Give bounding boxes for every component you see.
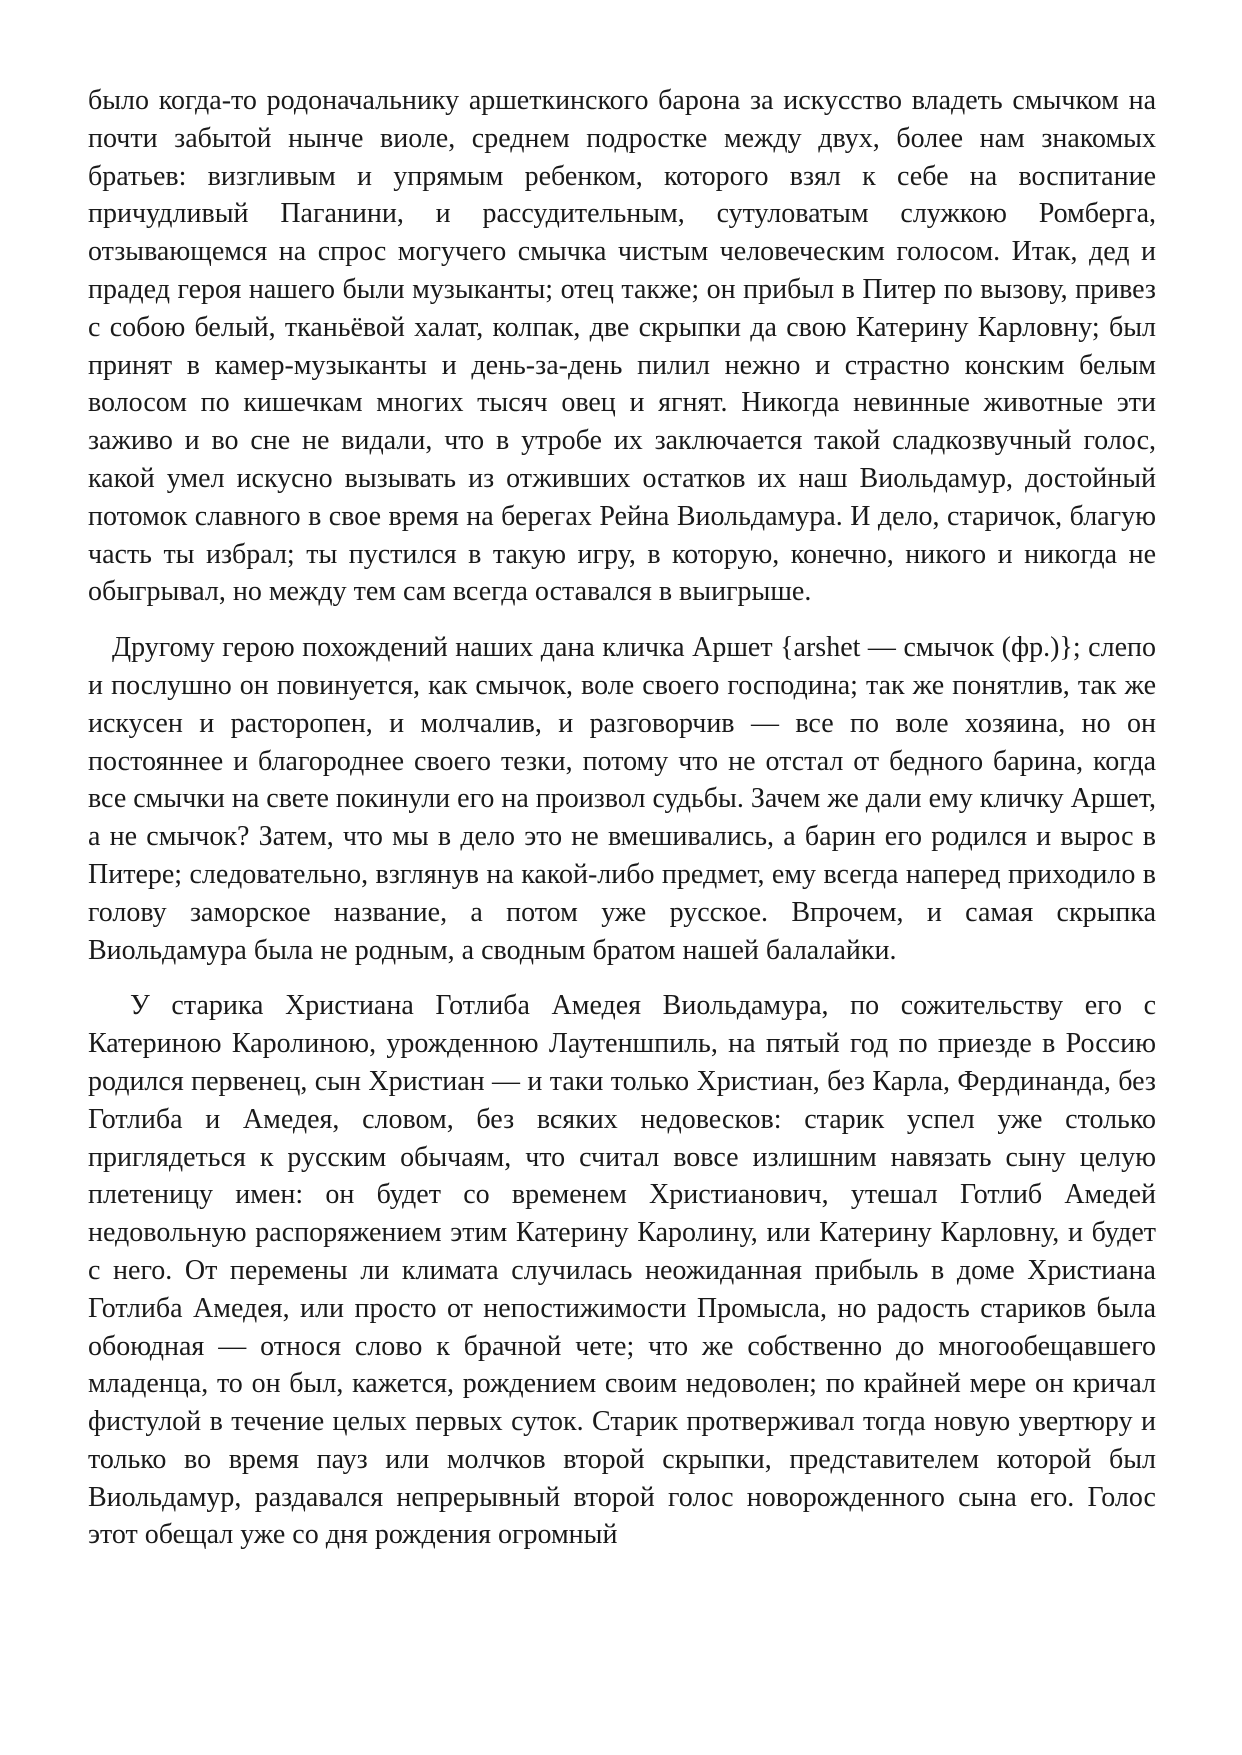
paragraph-1: было когда-то родоначальнику аршеткинского барона за искусство владеть смычком на почти забытой нынче виоле, среднем подростке между двух, более нам знакомых братьев: визгливым и упрямым ребенком, которого взял к себе на воспитание причудливый Паганини, и рассудительным, сутуловатым служкою Ромберга, отзывающемся на спрос могучего смычка чистым человеческим голосом. Итак, дед и прадед героя нашего были музыканты; отец также; он прибыл в Питер по вызову, привез с собою белый, тканьёвой халат, колпак, две скрыпки да свою Катерину Карловну; был принят в камер-музыканты и день-за-день пилил нежно и страстно конским белым волосом по кишечкам многих тысяч овец и ягнят. Никогда невинные животные эти заживо и во сне не видали, что в утробе их заключается такой сладкозвучный голос, какой умел искусно вызывать из отживших остатков их наш Виольдамур, достойный потомок славного в свое время на берегах Рейна Виольдамура. И дело, старичок, благую часть ты избрал; ты пустился в такую игру, в которую, конечно, никого и никогда не обыгрывал, но между тем сам всегда оставался в выигрыше. bbox=[88, 85, 1156, 608]
paragraph-3: У старика Христиана Готлиба Амедея Виольдамура, по сожительству его с Катериною Каролиною, урожденною Лаутеншпиль, на пятый год по приезде в Россию родился первенец, сын Христиан — и таки только Христиан, без Карла, Фердинанда, без Готлиба и Амедея, словом, без всяких недовесков: старик успел уже столько приглядеться к русским обычаям, что считал вовсе излишним навязать сыну целую плетеницу имен: он будет со временем Христианович, утешал Готлиб Амедей недовольную распоряжением этим Катерину Каролину, или Катерину Карловну, и будет с него. От перемены ли климата случилась неожиданная прибыль в доме Христиана Готлиба Амедея, или просто от непостижимости Промысла, но радость стариков была обоюдная — относя слово к брачной чете; что же собственно до многообещавшего младенца, то он был, кажется, рождением своим недоволен; по крайней мере он кричал фистулой в течение целых первых суток. Старик протверживал тогда новую увертюру и только во время пауз или молчков второй скрыпки, представителем которой был Виольдамур, раздавался непрерывный второй голос новорожденного сына его. Голос этот обещал уже со дня рождения огромный bbox=[88, 990, 1156, 1551]
paragraph-2: Другому герою похождений наших дана кличка Аршет {arshet — смычок (фр.)}; слепо и послушно он повинуется, как смычок, воле своего господина; так же понятлив, так же искусен и расторопен, и молчалив, и разговорчив — все по воле хозяина, но он постояннее и благороднее своего тезки, потому что не отстал от бедного барина, когда все смычки на свете покинули его на произвол судьбы. Зачем же дали ему кличку Аршет, а не смычок? Затем, что мы в дело это не вмешивались, а барин его родился и вырос в Питере; следовательно, взглянув на какой-либо предмет, ему всегда наперед приходило в голову заморское название, а потом уже русское. Впрочем, и самая скрыпка Виольдамура была не родным, а сводным братом нашей балалайки. bbox=[88, 632, 1156, 966]
body-text bbox=[88, 82, 1156, 1554]
